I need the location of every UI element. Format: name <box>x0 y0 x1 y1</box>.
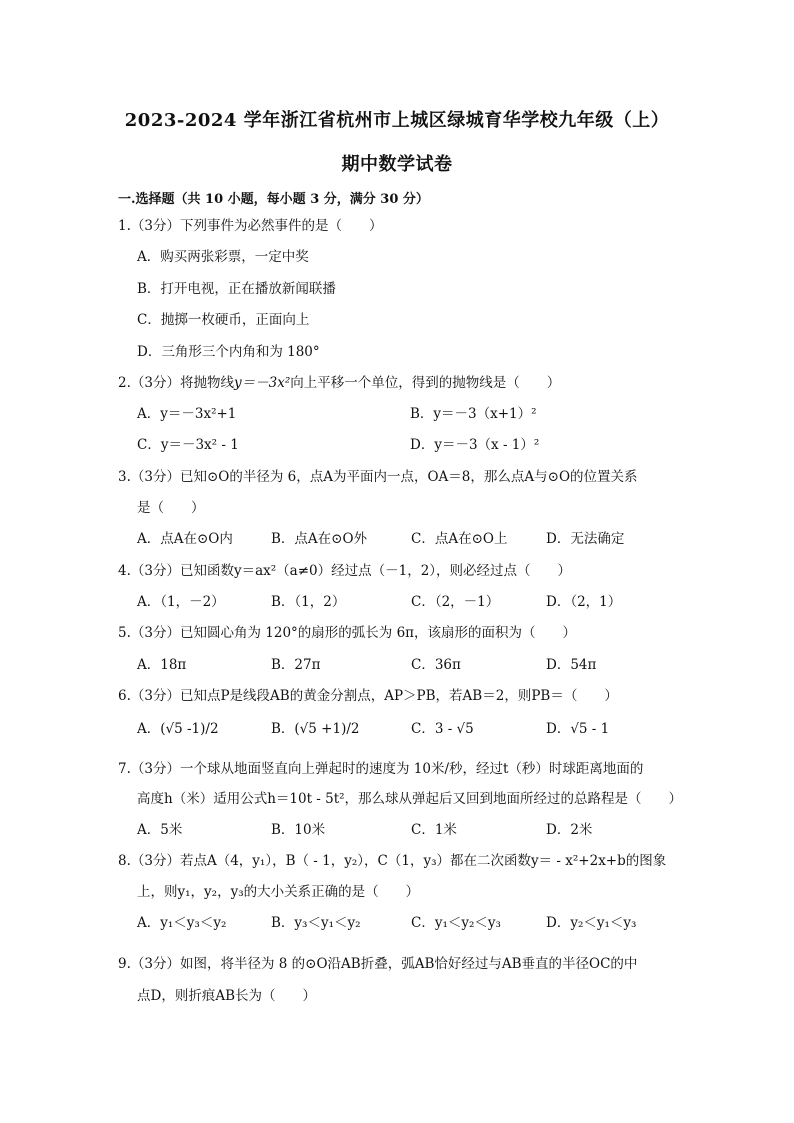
question-8-stem-line2: 上，则y₁，y₂，y₃的大小关系正确的是（ ） <box>137 884 420 900</box>
question-3-option-c: C．点A在⊙O上 <box>411 531 508 547</box>
question-1-option-b: B．打开电视，正在播放新闻联播 <box>137 281 336 297</box>
question-7-stem-line1: 7.（3分）一个球从地面竖直向上弹起时的速度为 10米/秒，经过t（秒）时球距离地面的 <box>118 761 644 777</box>
question-7-option-c: C．1米 <box>411 822 457 838</box>
question-3-option-d: D．无法确定 <box>546 531 625 547</box>
question-6-option-a: A．(√5 -1)/2 <box>137 721 219 737</box>
question-5-option-d: D．54π <box>546 657 597 673</box>
question-2-stem <box>118 373 560 393</box>
exam-title-line2: 期中数学试卷 <box>341 154 453 175</box>
question-9-stem-line2: 点D，则折痕AB长为（ ） <box>137 988 316 1004</box>
question-4-stem: 4.（3分）已知函数y＝ax²（a≠0）经过点（－1，2），则必经过点（ ） <box>118 563 572 579</box>
question-5-option-a: A．18π <box>137 657 187 673</box>
question-4-option-d: D．（2，1） <box>546 594 622 610</box>
question-3-stem-line1: 3.（3分）已知⊙O的半径为 6，点A为平面内一点，OA＝8，那么点A与⊙O的位置关系 <box>118 469 638 485</box>
question-7-option-d: D．2米 <box>546 822 593 838</box>
question-4-option-a: A．（1，－2） <box>137 594 225 610</box>
question-1-option-c: C．抛掷一枚硬币，正面向上 <box>137 312 310 328</box>
question-8-option-c: C．y₁＜y₂＜y₃ <box>411 915 501 931</box>
section-heading: 一.选择题（共 10 小题，每小题 3 分，满分 30 分） <box>118 192 429 207</box>
question-8-option-b: B．y₃＜y₁＜y₂ <box>271 915 361 931</box>
question-7-option-b: B．10米 <box>271 822 326 838</box>
exam-title-line1: 2023-2024 学年浙江省杭州市上城区绿城育华学校九年级（上） <box>124 110 670 131</box>
question-3-option-b: B．点A在⊙O外 <box>271 531 368 547</box>
question-6-option-b: B．(√5 +1)/2 <box>271 721 360 737</box>
question-6-option-d: D．√5 - 1 <box>546 721 610 737</box>
question-6-option-c: C．3 - √5 <box>411 721 474 737</box>
question-5-option-c: C．36π <box>411 657 461 673</box>
question-8-option-d: D．y₂＜y₁＜y₃ <box>546 915 637 931</box>
question-4-option-b: B．（1，2） <box>271 594 346 610</box>
question-8-option-a: A．y₁＜y₃＜y₂ <box>137 915 227 931</box>
question-2-expression: y＝－3x² <box>233 375 291 391</box>
question-9-stem-line1: 9.（3分）如图，将半径为 8 的⊙O沿AB折叠，弧AB恰好经过与AB垂直的半径OC的中 <box>118 956 638 972</box>
question-7-option-a: A．5米 <box>137 822 183 838</box>
question-1-option-a: A．购买两张彩票，一定中奖 <box>137 249 309 265</box>
question-2-prefix: 2.（3分）将抛物线 <box>118 375 234 391</box>
question-1-stem: 1.（3分）下列事件为必然事件的是（ ） <box>118 218 383 234</box>
question-1-option-d: D．三角形三个内角和为 180° <box>137 344 320 360</box>
question-6-stem: 6.（3分）已知点P是线段AB的黄金分割点，AP＞PB，若AB＝2，则PB＝（ ） <box>118 688 618 704</box>
question-3-stem-line2: 是（ ） <box>137 500 205 516</box>
question-7-stem-line2: 高度h（米）适用公式h＝10t - 5t²，那么球从弹起后又回到地面所经过的总路程是（ ） <box>137 791 683 807</box>
question-5-stem: 5.（3分）已知圆心角为 120°的扇形的弧长为 6π，该扇形的面积为（ ） <box>118 625 577 641</box>
question-2-option-d: D．y＝－3（x - 1）² <box>410 437 540 453</box>
question-8-stem-line1: 8.（3分）若点A（4，y₁），B（ - 1，y₂），C（1，y₃）都在二次函数y＝ - x²+2x+b的图象 <box>118 853 667 869</box>
question-2-suffix: 向上平移一个单位，得到的抛物线是（ ） <box>290 375 561 391</box>
question-2-option-a: A．y＝－3x²+1 <box>137 406 237 422</box>
question-3-option-a: A．点A在⊙O内 <box>137 531 233 547</box>
question-2-option-c: C．y＝－3x² - 1 <box>137 437 239 453</box>
question-2-option-b: B．y＝－3（x+1）² <box>410 406 537 422</box>
question-4-option-c: C．（2，－1） <box>411 594 500 610</box>
question-5-option-b: B．27π <box>271 657 321 673</box>
